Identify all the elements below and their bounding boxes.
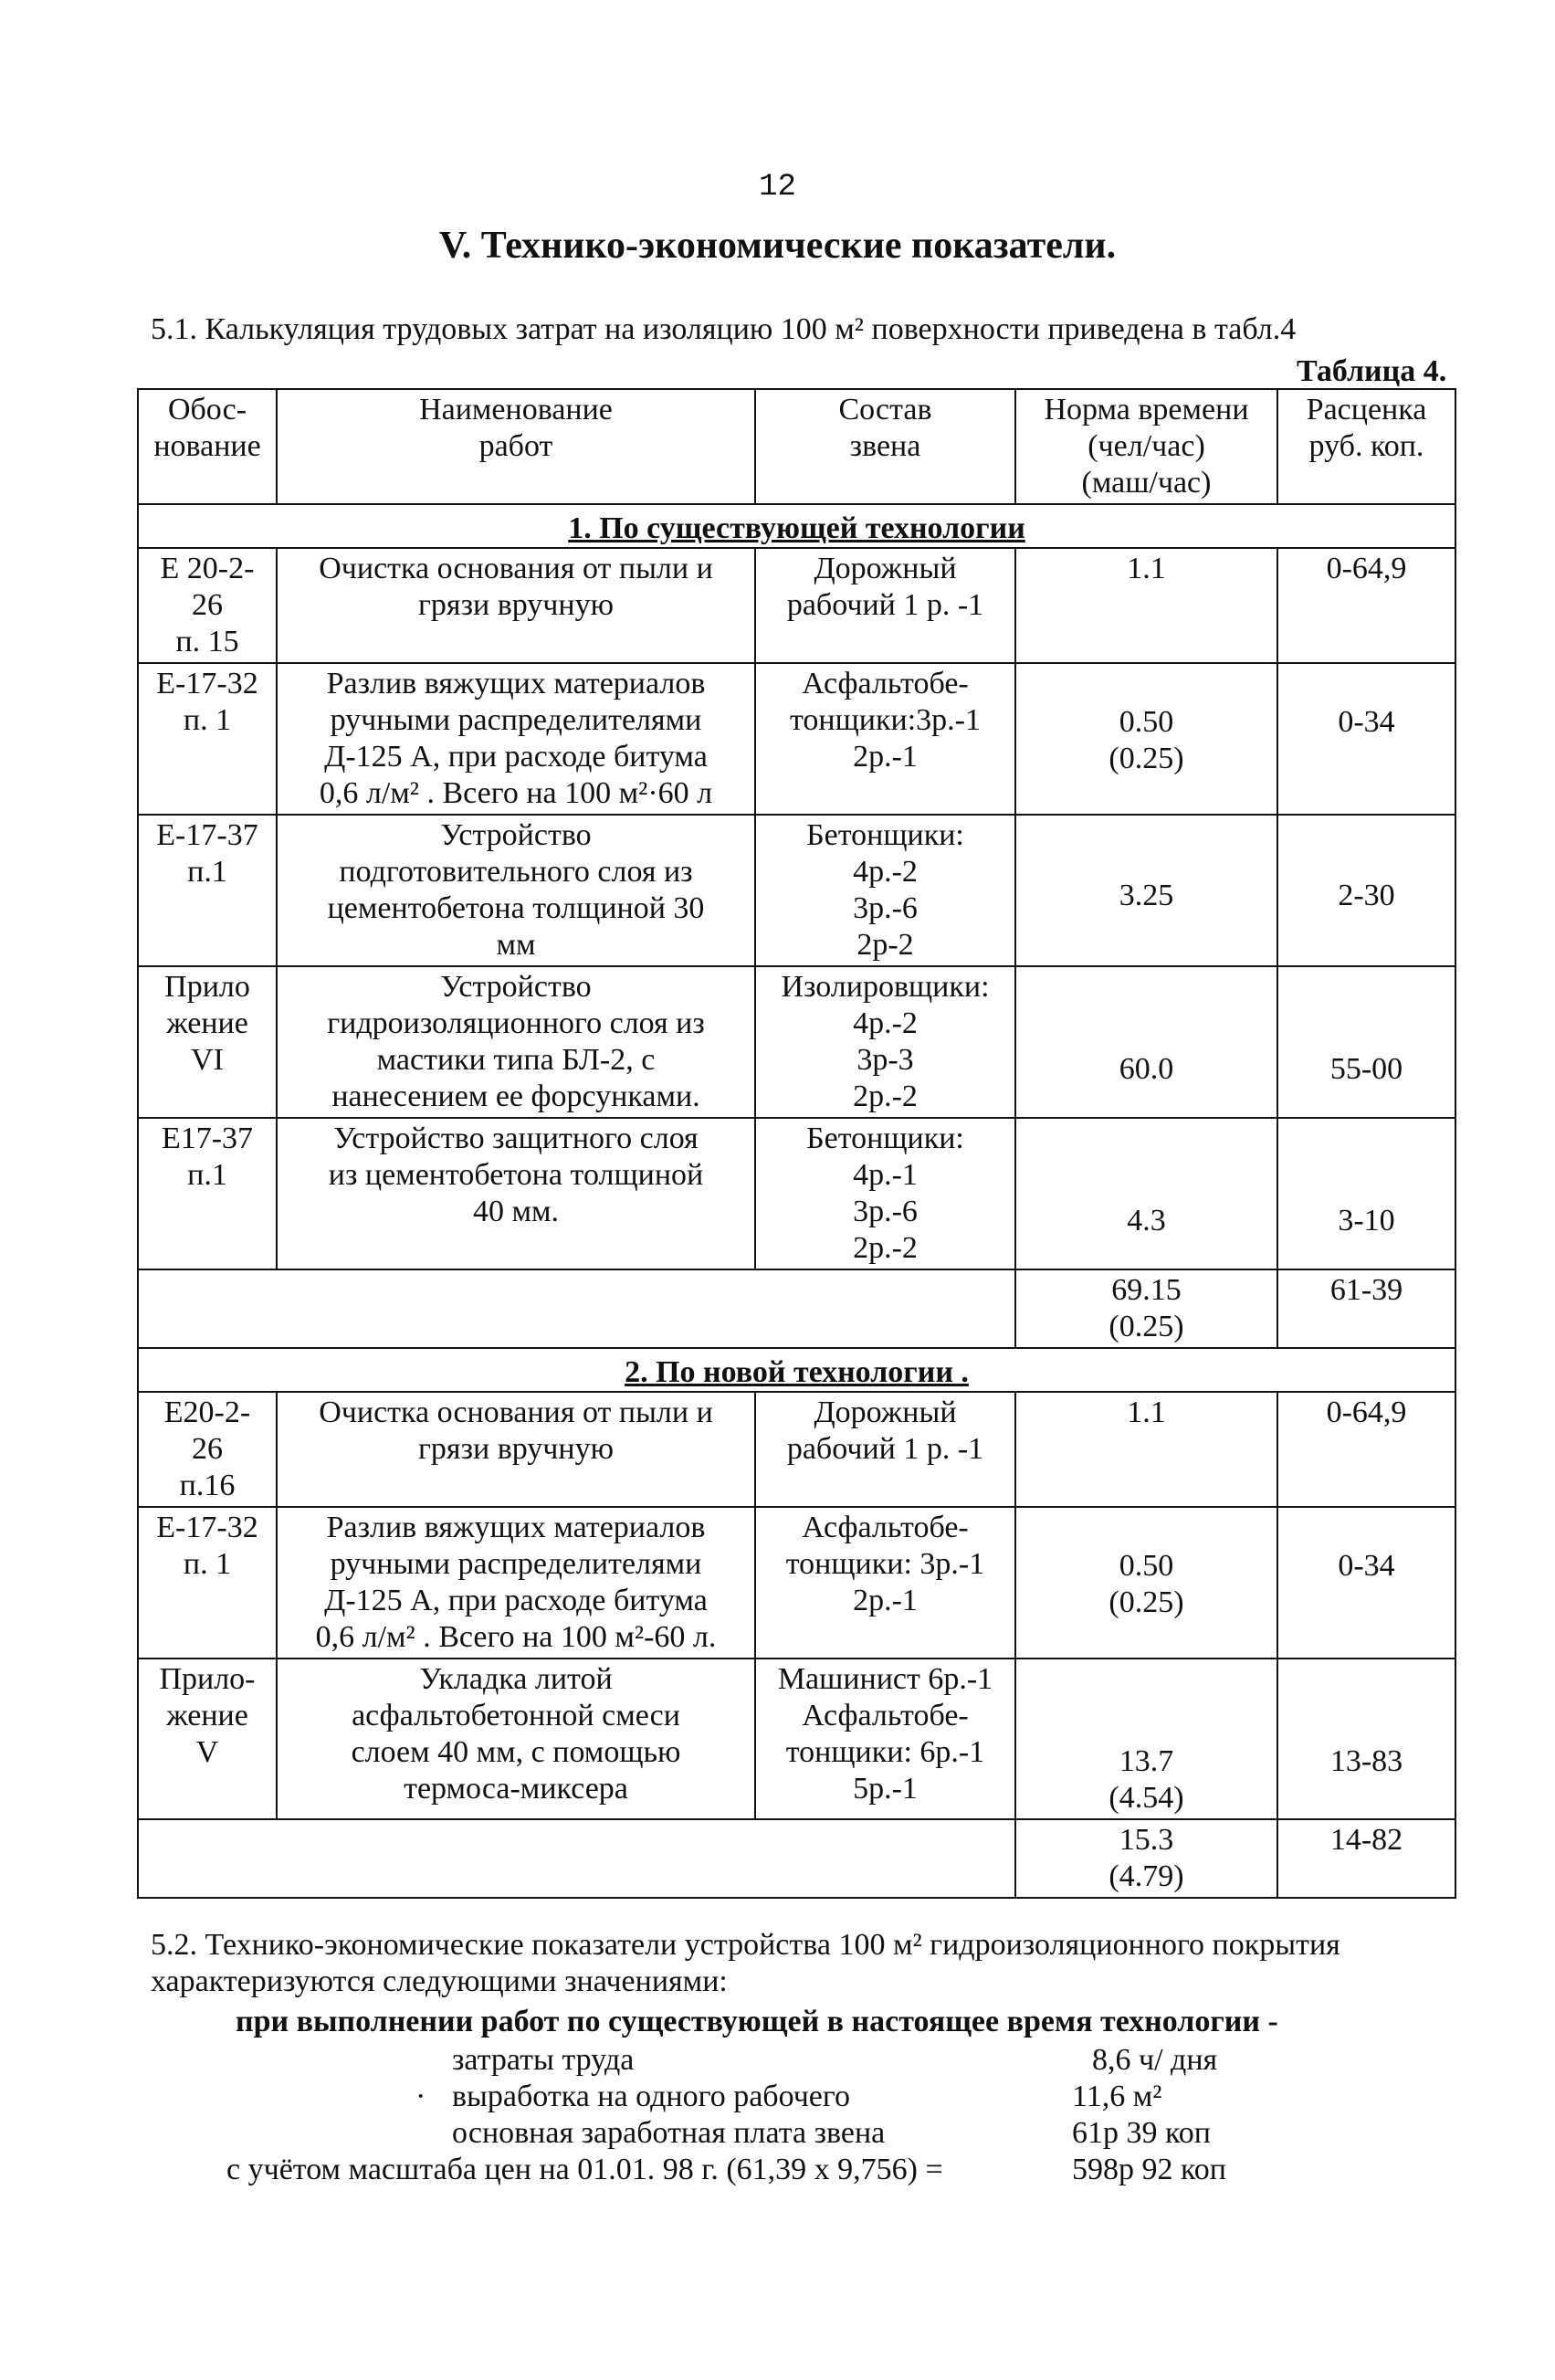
crew-cell-line: 2р-2	[856, 928, 914, 962]
work-name-cell-line: Разлив вяжущих материалов	[326, 667, 706, 700]
header-basis	[138, 389, 277, 504]
basis-cell-line: жение	[166, 1006, 248, 1040]
work-name-cell-line: асфальтобетонной смеси	[352, 1699, 680, 1732]
basis-cell-line: п.1	[187, 1158, 227, 1192]
total-norm-cell	[1015, 1819, 1277, 1898]
labor-cost-table	[137, 388, 1456, 1899]
basis-cell	[138, 966, 277, 1118]
crew-cell-line: 2р.-2	[853, 1231, 918, 1265]
work-name-cell-line: ручными распределителями	[330, 703, 702, 737]
basis-cell-line: п.16	[179, 1469, 236, 1502]
basis-cell-line: Е20-2-	[163, 1395, 251, 1429]
norm-cell-line: 0.50	[1119, 1549, 1174, 1583]
crew-cell-line: Бетонщики:	[806, 818, 964, 852]
total-blank-cell	[138, 1269, 1015, 1348]
work-name-cell-line: цементобетона толщиной 30	[327, 891, 705, 925]
crew-cell-line: Изолировщики:	[781, 970, 990, 1004]
rate-cell: 3-10	[1277, 1118, 1455, 1269]
crew-cell	[755, 815, 1015, 966]
indicator-value-scaled: 598р 92 коп	[1072, 2153, 1226, 2186]
norm-cell-line: 13.7	[1119, 1744, 1174, 1778]
section-1-heading-label: 1. По существующей технологии	[138, 504, 1455, 548]
section-2-heading-label: 2. По новой технологии .	[138, 1348, 1455, 1392]
indicator-label-output: выработка на одного рабочего	[452, 2080, 850, 2113]
work-name-cell-line: ручными распределителями	[330, 1547, 702, 1581]
crew-cell-line: рабочий 1 р. -1	[786, 1432, 984, 1466]
basis-cell-line: Прило-	[159, 1662, 256, 1696]
header-norm	[1015, 389, 1277, 504]
crew-cell-line: Дорожный	[814, 1395, 957, 1429]
crew-cell-line: 3р-3	[856, 1043, 914, 1077]
norm-cell-line: 1.1	[1127, 1395, 1166, 1429]
work-name-cell-line: слоем 40 мм, с помощью	[351, 1735, 681, 1769]
header-work-name-line: Наименование	[419, 393, 613, 427]
crew-cell-line: тонщики: 6р.-1	[785, 1735, 985, 1769]
total-row	[138, 1819, 1455, 1898]
basis-cell-line: Прило	[164, 970, 250, 1004]
table-caption: Таблица 4.	[1297, 354, 1447, 388]
crew-cell-line: Машинист 6р.-1	[777, 1662, 993, 1696]
norm-cell	[1015, 663, 1277, 815]
rate-cell: 13-83	[1277, 1659, 1455, 1819]
basis-cell-line: п. 1	[183, 703, 232, 737]
work-name-cell-line: подготовительного слоя из	[339, 855, 693, 889]
crew-cell-line: Асфальтобе-	[802, 1511, 969, 1544]
work-name-cell	[277, 548, 755, 663]
table-row	[138, 1392, 1455, 1507]
crew-cell	[755, 1392, 1015, 1507]
work-name-cell-line: нанесением ее форсунками.	[331, 1079, 700, 1113]
section-2-heading	[138, 1348, 1455, 1392]
crew-cell-line: 3р.-6	[853, 1195, 918, 1228]
work-name-cell-line: грязи вручную	[417, 588, 614, 622]
indicator-label-wages: основная заработная плата звена	[452, 2116, 886, 2150]
indicator-label-labor: затраты труда	[452, 2043, 635, 2077]
work-name-cell-line: Устройство защитного слоя	[333, 1122, 699, 1155]
header-norm-line: Норма времени	[1044, 393, 1249, 427]
work-name-cell-line: из цементобетона толщиной	[328, 1158, 704, 1192]
work-name-cell-line: 0,6 л/м² . Всего на 100 м²-60 л.	[315, 1620, 717, 1654]
crew-cell	[755, 966, 1015, 1118]
basis-cell-line: п. 15	[175, 625, 239, 658]
basis-cell	[138, 1118, 277, 1269]
work-name-cell-line: Д-125 А, при расходе битума	[324, 1584, 708, 1617]
work-name-cell-line: Разлив вяжущих материалов	[326, 1511, 706, 1544]
crew-cell-line: 2р.-1	[853, 1584, 918, 1617]
total-norm-cell-line: (0.25)	[1108, 1310, 1184, 1343]
basis-cell	[138, 663, 277, 815]
header-basis-line: Обос-	[167, 393, 247, 427]
work-name-cell	[277, 966, 755, 1118]
basis-cell-line: Е-17-32	[156, 667, 258, 700]
total-rate-cell: 61-39	[1277, 1269, 1455, 1348]
basis-cell-line: VI	[191, 1043, 224, 1077]
basis-cell	[138, 815, 277, 966]
crew-cell-line: тонщики: 3р.-1	[785, 1547, 985, 1581]
header-rate-line: руб. коп.	[1308, 429, 1424, 463]
work-name-cell-line: Укладка литой	[419, 1662, 613, 1696]
crew-cell-line: Асфальтобе-	[802, 1699, 969, 1732]
norm-cell-line: 3.25	[1119, 879, 1174, 912]
intro-paragraph: 5.1. Калькуляция трудовых затрат на изоляцию 100 м² поверхности приведена в табл.4	[151, 312, 1297, 346]
work-name-cell	[277, 1118, 755, 1269]
work-name-cell-line: Д-125 А, при расходе битума	[324, 740, 708, 774]
norm-cell-line: (0.25)	[1108, 1585, 1184, 1619]
rate-cell: 55-00	[1277, 966, 1455, 1118]
header-crew	[755, 389, 1015, 504]
header-basis-line: нование	[153, 429, 261, 463]
work-name-cell-line: Устройство	[440, 818, 592, 852]
basis-cell-line: 26	[192, 1432, 223, 1466]
work-name-cell	[277, 1507, 755, 1659]
header-work-name-line: работ	[478, 429, 553, 463]
rate-cell: 0-64,9	[1277, 1392, 1455, 1507]
work-name-cell-line: мастики типа БЛ-2, с	[376, 1043, 656, 1077]
indicator-label-scaled: с учётом масштаба цен на 01.01. 98 г. (61,39 х 9,756) =	[226, 2153, 943, 2186]
basis-cell-line: жение	[166, 1699, 248, 1732]
rate-cell: 0-34	[1277, 663, 1455, 815]
norm-cell-line: 60.0	[1119, 1052, 1174, 1086]
norm-cell	[1015, 1118, 1277, 1269]
work-name-cell	[277, 1392, 755, 1507]
work-name-cell-line: 40 мм.	[472, 1195, 560, 1228]
indicators-subheading: при выполнении работ по существующей в настоящее время технологии -	[236, 2005, 1278, 2038]
total-row	[138, 1269, 1455, 1348]
total-norm-cell-line: (4.79)	[1108, 1859, 1184, 1893]
crew-cell	[755, 663, 1015, 815]
crew-cell-line: 4р.-2	[853, 855, 918, 889]
norm-cell	[1015, 966, 1277, 1118]
work-name-cell-line: Устройство	[440, 970, 592, 1004]
indicator-value-labor: 8,6 ч/ дня	[1092, 2043, 1218, 2077]
work-name-cell-line: Очистка основания от пыли и	[319, 552, 713, 585]
basis-cell-line: 26	[192, 588, 223, 622]
crew-cell-line: 2р.-2	[853, 1079, 918, 1113]
basis-cell-line: Е 20-2-	[160, 552, 255, 585]
work-name-cell-line: 0,6 л/м² . Всего на 100 м²·60 л	[319, 776, 713, 810]
crew-cell-line: Бетонщики:	[806, 1122, 964, 1155]
norm-cell	[1015, 1507, 1277, 1659]
table-row	[138, 548, 1455, 663]
basis-cell	[138, 548, 277, 663]
crew-cell-line: рабочий 1 р. -1	[786, 588, 984, 622]
rate-cell: 0-34	[1277, 1507, 1455, 1659]
norm-cell-line: (4.54)	[1108, 1781, 1184, 1815]
header-norm-line: (маш/час)	[1081, 466, 1212, 500]
norm-cell	[1015, 1392, 1277, 1507]
crew-cell	[755, 1118, 1015, 1269]
basis-cell-line: п.1	[187, 855, 227, 889]
norm-cell	[1015, 815, 1277, 966]
header-rate	[1277, 389, 1455, 504]
crew-cell-line: тонщики:3р.-1	[790, 703, 981, 737]
table-row	[138, 815, 1455, 966]
work-name-cell	[277, 663, 755, 815]
indicator-value-wages: 61р 39 коп	[1072, 2116, 1211, 2150]
norm-cell-line: 1.1	[1127, 552, 1166, 585]
indicator-value-output: 11,6 м²	[1072, 2080, 1162, 2113]
norm-cell	[1015, 548, 1277, 663]
section-1-heading	[138, 504, 1455, 548]
table-header-row	[138, 389, 1455, 504]
dot-mark: ·	[415, 2080, 426, 2113]
section-5-2-paragraph: 5.2. Технико-экономические показатели устройства 100 м² гидроизоляционного покрытия характеризуются следующими значениями:	[151, 1928, 1340, 1998]
basis-cell-line: Е-17-32	[156, 1511, 258, 1544]
basis-cell	[138, 1659, 277, 1819]
total-blank-cell	[138, 1819, 1015, 1898]
rate-cell: 0-64,9	[1277, 548, 1455, 663]
work-name-cell	[277, 815, 755, 966]
header-rate-line: Расценка	[1306, 393, 1427, 427]
work-name-cell-line: грязи вручную	[417, 1432, 614, 1466]
table-row	[138, 1507, 1455, 1659]
norm-cell-line: (0.25)	[1108, 742, 1184, 775]
crew-cell-line: Асфальтобе-	[802, 667, 969, 700]
crew-cell	[755, 1507, 1015, 1659]
table-row	[138, 663, 1455, 815]
crew-cell-line: 4р.-1	[853, 1158, 918, 1192]
norm-cell-line: 0.50	[1119, 705, 1174, 739]
crew-cell-line: 4р.-2	[853, 1006, 918, 1040]
header-crew-line: Состав	[838, 393, 932, 427]
work-name-cell	[277, 1659, 755, 1819]
norm-cell	[1015, 1659, 1277, 1819]
table-row	[138, 1118, 1455, 1269]
work-name-cell-line: Очистка основания от пыли и	[319, 1395, 713, 1429]
header-work-name	[277, 389, 755, 504]
crew-cell-line: 5р.-1	[853, 1772, 918, 1806]
basis-cell-line: V	[195, 1735, 219, 1769]
total-norm-cell-line: 69.15	[1111, 1273, 1182, 1307]
basis-cell	[138, 1392, 277, 1507]
work-name-cell-line: гидроизоляционного слоя из	[327, 1006, 705, 1040]
work-name-cell-line: мм	[496, 928, 536, 962]
crew-cell	[755, 548, 1015, 663]
total-norm-cell	[1015, 1269, 1277, 1348]
header-norm-line: (чел/час)	[1087, 429, 1205, 463]
basis-cell-line: п. 1	[183, 1547, 232, 1581]
crew-cell-line: 3р.-6	[853, 891, 918, 925]
work-name-cell-line: термоса-миксера	[404, 1772, 628, 1806]
basis-cell-line: Е-17-37	[156, 818, 258, 852]
norm-cell-line: 4.3	[1127, 1204, 1166, 1237]
page-number: 12	[759, 170, 796, 205]
header-crew-line: звена	[849, 429, 921, 463]
table-row	[138, 1659, 1455, 1819]
rate-cell: 2-30	[1277, 815, 1455, 966]
basis-cell-line: Е17-37	[161, 1122, 254, 1155]
total-rate-cell: 14-82	[1277, 1819, 1455, 1898]
crew-cell-line: 2р.-1	[853, 740, 918, 774]
crew-cell-line: Дорожный	[814, 552, 957, 585]
table-row	[138, 966, 1455, 1118]
section-title: V. Технико-экономические показатели.	[438, 225, 1117, 267]
total-norm-cell-line: 15.3	[1119, 1823, 1174, 1857]
basis-cell	[138, 1507, 277, 1659]
crew-cell	[755, 1659, 1015, 1819]
